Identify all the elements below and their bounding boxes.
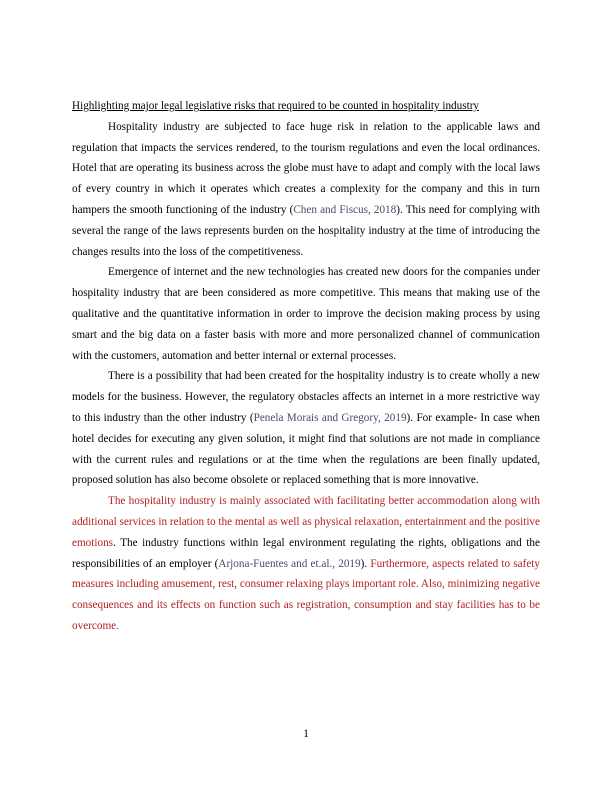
paragraph-text: Emergence of internet and the new technologies has created new doors for the companies under hospitality industry that are been considered as more competitive. This means that making use of the qualitative and the quantitative information in order to improve the decision making process by using smart and the big data on a faster basis with more and more personalized channel of communication with the customers, automation and better internal or external processes.	[72, 266, 540, 362]
paragraph-4	[72, 491, 540, 637]
citation-chen-fiscus: Chen and Fiscus, 2018	[293, 203, 397, 216]
highlighted-text: Furthermore, aspects related to safety measures including amusement, rest, consumer relaxing plays important role. Also, minimizing negative consequences and its effects on function such as registration, consumption and stay facilities has to be overcome.	[72, 557, 540, 632]
paragraph-text: Hospitality industry are subjected to face huge risk in relation to the applicable laws and regulation that impacts the services rendered, to the tourism regulations and even the local ordinances. Hotel that are operating its business across the globe must have to adapt and comply with the local laws of every country in which it operates which creates a complexity for the company and this in turn hampers the smooth functioning of the industry (	[72, 120, 540, 216]
paragraph-text: . The industry functions within legal environment regulating the rights, obligations and the responsibilities of an employer (	[72, 536, 540, 570]
paragraph-text: There is a possibility that had been created for the hospitality industry is to create wholly a new models for the business. However, the regulatory obstacles affects an internet in a more restrictive way to this industry than the other industry (	[72, 370, 540, 424]
paragraph-1	[72, 117, 540, 263]
document-body	[72, 96, 540, 637]
highlighted-text: The hospitality industry is mainly associated with facilitating better accommodation along with additional services in relation to the mental as well as physical relaxation, entertainment and the positive emotions	[72, 495, 540, 549]
section-heading: Highlighting major legal legislative risks that required to be counted in hospitality industry	[72, 100, 480, 112]
paragraph-text: ).	[360, 557, 371, 570]
citation-penela-morais: Penela Morais and Gregory, 2019	[253, 411, 407, 424]
page-number: 1	[303, 728, 309, 740]
paragraph-text: ). For example- In case when hotel decides for executing any given solution, it might find that solutions are not made in compliance with the current rules and regulations or at the time when the regulations are been finally updated, proposed solution has also become obsolete or replaced something that is more innovative.	[72, 411, 540, 487]
citation-arjona-fuentes: Arjona-Fuentes and et.al., 2019	[218, 557, 361, 570]
paragraph-2	[72, 262, 540, 366]
paragraph-text: ). This need for complying with several the range of the laws represents burden on the hospitality industry at the time of introducing the changes results into the loss of the competitiveness.	[72, 203, 540, 258]
paragraph-3	[72, 366, 540, 491]
